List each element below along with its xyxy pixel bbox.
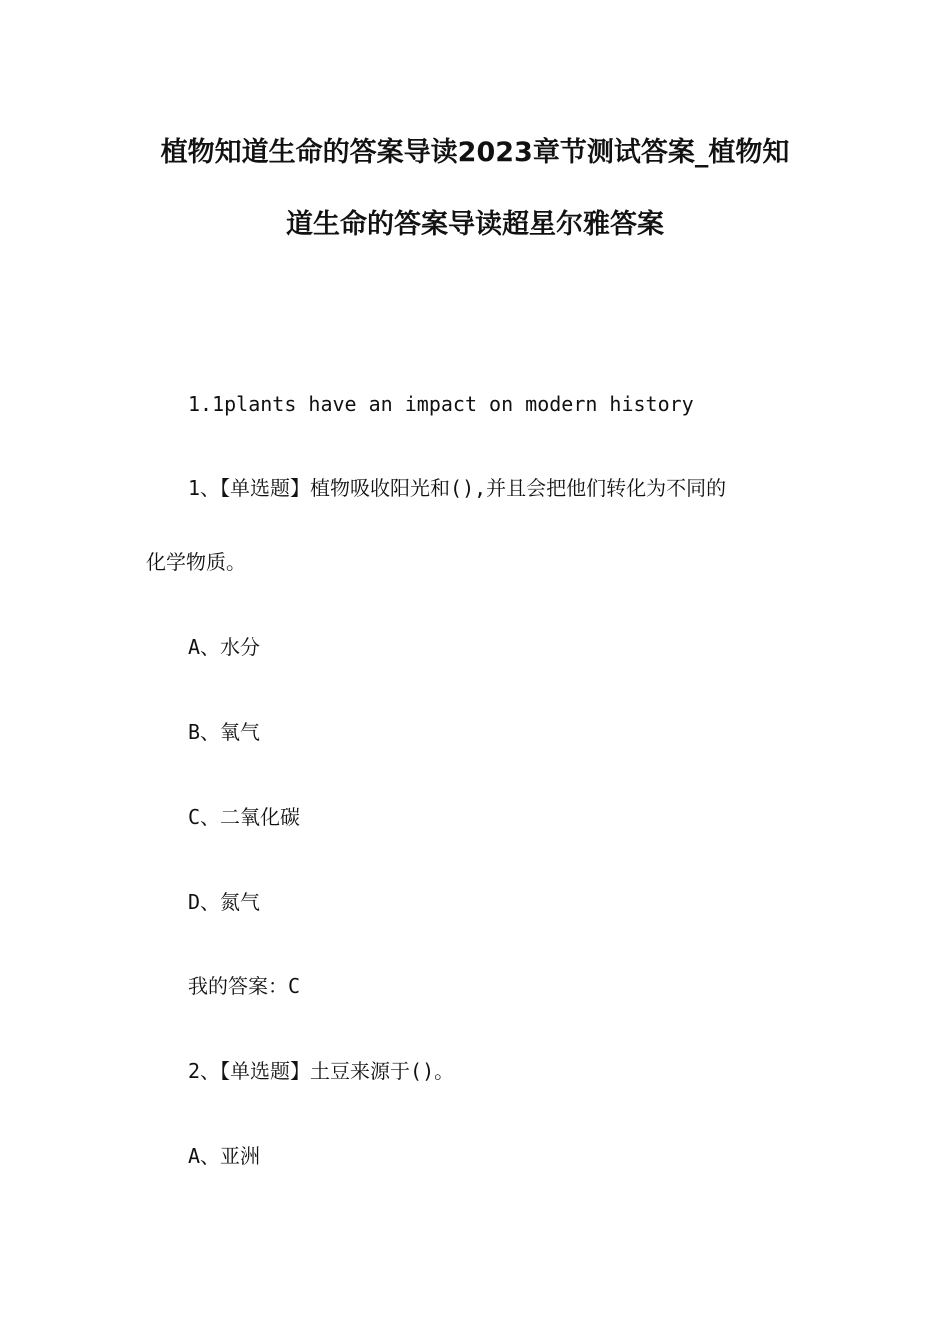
question-1-option-a: A、水分 xyxy=(188,635,261,659)
question-2-stem: 2、【单选题】土豆来源于()。 xyxy=(188,1059,455,1083)
question-1-option-d: D、氮气 xyxy=(188,890,261,914)
question-1-option-b: B、氧气 xyxy=(188,720,261,744)
question-1-stem-continued: 化学物质。 xyxy=(146,550,246,574)
question-1-answer: 我的答案：C xyxy=(188,974,301,998)
question-1-stem: 1、【单选题】植物吸收阳光和(),并且会把他们转化为不同的 xyxy=(188,476,727,500)
question-1-option-c: C、二氧化碳 xyxy=(188,805,301,829)
question-2-option-a: A、亚洲 xyxy=(188,1144,261,1168)
document-title-line-1: 植物知道生命的答案导读2023章节测试答案_植物知 xyxy=(160,137,790,168)
section-heading: 1.1plants have an impact on modern history xyxy=(188,392,694,416)
document-title-line-2: 道生命的答案导读超星尔雅答案 xyxy=(286,209,664,240)
